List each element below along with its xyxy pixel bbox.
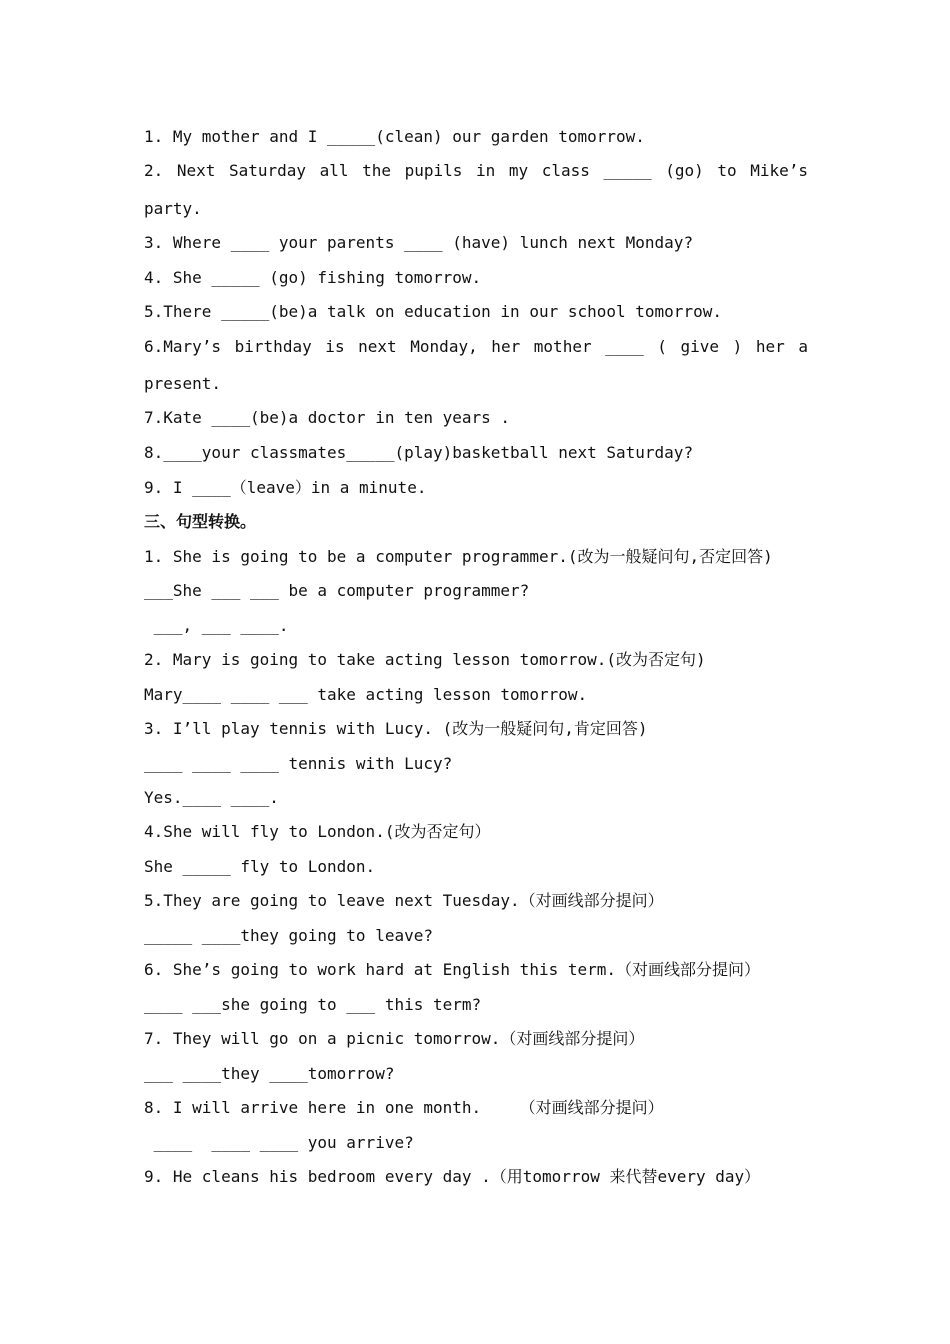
exercise-line: 6.Mary’s birthday is next Monday, her mother ____ ( give ) her a <box>144 337 808 356</box>
exercise-line: ____ ____ ____ you arrive? <box>144 1133 414 1152</box>
exercise-line: 2. Mary is going to take acting lesson tomorrow.(改为否定句) <box>144 650 706 669</box>
exercise-line: 1. She is going to be a computer programmer.(改为一般疑问句,否定回答) <box>144 547 773 566</box>
exercise-line: ____ ___she going to ___ this term? <box>144 995 482 1014</box>
exercise-line: 8.____your classmates_____(play)basketball next Saturday? <box>144 443 694 462</box>
exercise-line: ___ ____they ____tomorrow? <box>144 1064 395 1083</box>
exercise-line: 3. Where ____ your parents ____ (have) lunch next Monday? <box>144 233 694 252</box>
exercise-line: 7.Kate ____(be)a doctor in ten years . <box>144 408 511 427</box>
exercise-line: She _____ fly to London. <box>144 857 376 876</box>
exercise-line: present. <box>144 374 222 393</box>
exercise-line: ___, ___ ____. <box>144 616 289 635</box>
exercise-line: 4.She will fly to London.(改为否定句） <box>144 822 491 841</box>
exercise-line: 1. My mother and I _____(clean) our garden tomorrow. <box>144 127 645 146</box>
exercise-line: 9. I ____（leave）in a minute. <box>144 478 427 497</box>
exercise-line: Yes.____ ____. <box>144 788 279 807</box>
exercise-line: party. <box>144 199 202 218</box>
exercise-line: ____ ____ ____ tennis with Lucy? <box>144 754 453 773</box>
exercise-line: 6. She’s going to work hard at English this term.（对画线部分提问） <box>144 960 761 979</box>
exercise-line: _____ ____they going to leave? <box>144 926 433 945</box>
section-heading: 三、句型转换。 <box>144 512 257 531</box>
exercise-line: 2. Next Saturday all the pupils in my class _____ (go) to Mike’s <box>144 161 808 180</box>
exercise-line: 8. I will arrive here in one month. （对画线部分提问） <box>144 1098 664 1117</box>
exercise-line: 5.They are going to leave next Tuesday.（对画线部分提问） <box>144 891 664 910</box>
exercise-line: 7. They will go on a picnic tomorrow.（对画线部分提问） <box>144 1029 645 1048</box>
exercise-line: 5.There _____(be)a talk on education in our school tomorrow. <box>144 302 722 321</box>
exercise-line: 4. She _____ (go) fishing tomorrow. <box>144 268 482 287</box>
exercise-line: 3. I’ll play tennis with Lucy. (改为一般疑问句,肯定回答) <box>144 719 648 738</box>
exercise-line: 9. He cleans his bedroom every day .（用tomorrow 来代替every day） <box>144 1167 761 1186</box>
exercise-line: Mary____ ____ ___ take acting lesson tomorrow. <box>144 685 588 704</box>
exercise-line: ___She ___ ___ be a computer programmer? <box>144 581 530 600</box>
